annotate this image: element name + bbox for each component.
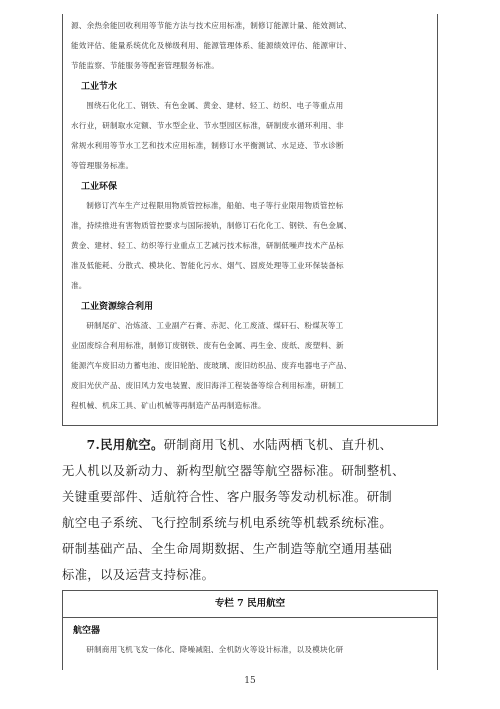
subsection-heading-industrial-env: 工业环保 — [81, 182, 118, 192]
civil-aviation-paragraph — [62, 432, 438, 588]
text-line: 等管理服务标准。 — [71, 161, 134, 170]
text-line: 能效评估、能量系统优化及梯级利用、能源管理体系、能源绩效评估、能源审计、 — [71, 41, 352, 50]
box-title: 专栏 7 民用航空 — [63, 591, 437, 618]
text-line: 准及低能耗、分散式、模块化、智能化污水、烟气、固废处理等工业环保装备标 — [71, 261, 344, 270]
section-heading: 7.民用航空。 — [86, 437, 164, 452]
text-line: 废旧光伏产品、废旧风力发电装置、废旧海洋工程装备等综合利用标准，研制工 — [71, 381, 344, 390]
subsection-text-resource-reuse — [71, 316, 429, 416]
text-line: 研制商用飞机飞发一体化、降噪减阻、全机防火等设计标准，以及模块化研 — [86, 645, 344, 654]
subsection-heading-aircraft: 航空器 — [73, 626, 101, 636]
subsection-heading-resource-reuse: 工业资源综合利用 — [81, 302, 154, 312]
text-line: 节能监察、节能服务等配套管理服务标准。 — [71, 61, 220, 70]
text-line: 常规水利用等节水工艺和技术应用标准，制修订水平衡测试、水足迹、节水诊断 — [71, 141, 344, 150]
text-line: 水行业，研制取水定额、节水型企业、节水型园区标准，研制废水循环利用、非 — [71, 121, 344, 130]
text-line: 程机械、机床工具、矿山机械等再制造产品再制造标准。 — [71, 401, 266, 410]
subsection-text-industrial-env — [71, 196, 429, 296]
text-line: 航空电子系统、飞行控制系统与机电系统等机载系统标准。 — [62, 516, 393, 530]
column-box-continued — [62, 14, 438, 426]
text-line — [62, 432, 438, 458]
text-line: 源、余热余能回收利用等节能方法与技术应用标准，制修订能源计量、能效测试、 — [71, 21, 352, 30]
text-line: 研制基础产品、全生命周期数据、生产制造等航空通用基础 — [62, 542, 393, 556]
page-number: 15 — [244, 676, 256, 686]
text-line: 标准，以及运营支持标准。 — [62, 568, 215, 582]
text-line: 关键重要部件、适航符合性、客户服务等发动机标准。研制 — [62, 490, 393, 504]
text-line: 制修订汽车生产过程限用物质管控标准，船舶、电子等行业限用物质管控标 — [86, 201, 344, 210]
text-line: 准，持续推进有害物质管控要求与国际接轨，制修订石化化工、钢铁、有色金属、 — [71, 221, 352, 230]
text-line: 能源汽车废旧动力蓄电池、废旧轮胎、废玻璃、废旧纺织品、废弃电器电子产品、 — [71, 361, 352, 370]
text-run: 研制商用飞机、水陆两栖飞机、直升机、 — [163, 438, 393, 452]
column-box-7 — [62, 590, 438, 670]
text-line: 无人机以及新动力、新构型航空器等航空器标准。研制整机、 — [62, 464, 405, 478]
box-intro-text — [71, 16, 429, 76]
text-line: 准。 — [71, 281, 87, 290]
subsection-heading-industrial-water: 工业节水 — [81, 82, 118, 92]
text-line: 黄金、建材、轻工、纺织等行业重点工艺减污技术标准，研制低噪声技术产品标 — [71, 241, 344, 250]
text-line: 研制尾矿、冶炼渣、工业副产石膏、赤泥、化工废渣、煤矸石、粉煤灰等工 — [86, 321, 344, 330]
text-line: 业固废综合利用标准，制修订废钢铁、废有色金属、再生金、废纸、废塑料、新 — [71, 341, 344, 350]
subsection-text-industrial-water — [71, 96, 429, 176]
subsection-text-aircraft — [63, 640, 437, 660]
text-line: 围绕石化化工、钢铁、有色金属、黄金、建材、轻工、纺织、电子等重点用 — [86, 101, 344, 110]
